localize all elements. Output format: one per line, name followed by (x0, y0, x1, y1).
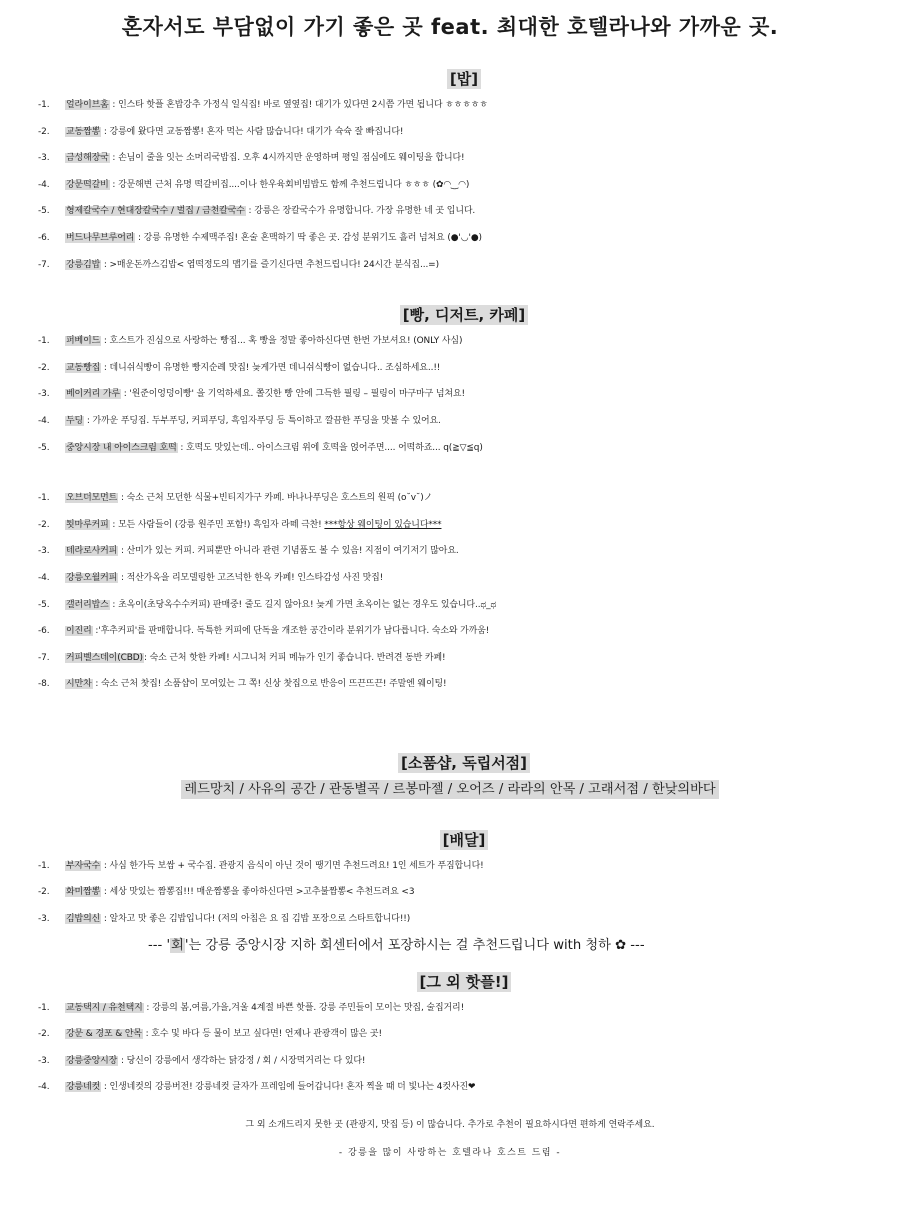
list-item: -2. 교동빵집 : 데니쉬식빵이 유명한 빵지순례 맛집! 늦게가면 데니쉬식빵이 없습니다.. 조심하세요..!! (38, 362, 441, 373)
footer-signature: - 강릉을 많이 사랑하는 호텔라나 호스트 드림 - (338, 1148, 562, 1159)
footer-note: 그 외 소개드리지 못한 곳 (관광지, 맛집 등) 이 많습니다. 추가로 추천이 필요하시다면 편하게 연락주세요. (245, 1120, 655, 1131)
list-item: -7. 강릉김밥 : >매운돈까스김밥< 엽떡정도의 맵기를 즐기신다면 추천드립니다! 24시간 분식집...=) (38, 259, 439, 270)
list-item: -2. 툇마루커피 : 모든 사람들이 (강릉 원주민 포함!) 흑임자 라떼 극찬! ***항상 웨이팅이 있습니다*** (38, 519, 442, 530)
list-item: -1. 부자국수 : 사심 한가득 보쌈 + 국수집. 관광지 음식이 아닌 것이 땡기면 추천드려요! 1인 세트가 푸짐합니다! (38, 860, 484, 871)
list-item: -2. 강문 & 경포 & 안목 : 호수 및 바다 등 물이 보고 싶다면! 언제나 관광객이 많은 곳! (38, 1029, 382, 1040)
section-heading-etc: [그 외 핫플!] (38, 969, 890, 995)
list-item: -3. 금성해장국 : 손님이 줄을 잇는 소머리국밥집. 오후 4시까지만 운영하며 평일 점심에도 웨이팅을 합니다! (38, 153, 465, 164)
place-name: 김밥의신 (66, 914, 101, 925)
list-item: -1. 얼라이브홈 : 인스타 핫플 혼밥강추 가정식 일식집! 바로 옆옆집! 대기가 있다면 2시쯤 가면 됩니다 ㅎㅎㅎㅎㅎ (38, 100, 488, 110)
place-name: 교동택지 / 유천택지 (66, 1002, 143, 1013)
place-name: 얼라이브홈 (66, 100, 109, 110)
place-name: 이진리 (66, 626, 92, 637)
list-item: -3. 김밥의신 : 알차고 맛 좋은 김밥입니다! (저의 아침은 요 집 김밥 포장으로 스타트합니다!!) (38, 914, 411, 925)
list-delivery (38, 853, 890, 933)
list-item: -1. 오브더모먼트 : 숙소 근처 모던한 식물+빈티지가구 카페. 바나나푸딩은 호스트의 원픽 (o˘v˘)ノ (38, 493, 433, 504)
place-name: 테라로사커피 (66, 546, 118, 557)
place-name: 오브더모먼트 (66, 493, 118, 504)
list-cafe (38, 485, 890, 698)
list-item: -5. 중앙시장 내 아이스크림 호떡 : 호떡도 맛있는데.. 아이스크림 위에 호떡을 얹어주면.... 어떡하죠... q(≧▽≦q) (38, 442, 483, 453)
list-item: -1. 교동택지 / 유천택지 : 강릉의 봄,여름,가을,겨울 4계절 바쁜 핫플. 강릉 주민들이 모이는 맛집, 술집거리! (38, 1002, 465, 1013)
list-item: -3. 베이커리 가루 : '원준이엉덩이빵' 을 기억하세요. 쫄깃한 빵 안에 그득한 필링 – 필링이 마구마구 넘쳐요! (38, 389, 465, 400)
place-name: 교동짬뽕 (66, 126, 101, 137)
page-title: 혼자서도 부담없이 가기 좋은 곳 feat. 최대한 호텔라나와 가까운 곳. (121, 15, 779, 39)
list-item: -6. 버드나무브루어리 : 강릉 유명한 수제맥주집! 혼술 혼맥하기 딱 좋은 곳. 감성 분위기도 흘러 넘쳐요 (●'◡'●) (38, 232, 482, 243)
place-name: 시만차 (66, 679, 92, 690)
place-name: 금성해장국 (66, 153, 109, 164)
place-name: 강문 & 경포 & 안목 (66, 1029, 142, 1040)
section-heading-bap: [밥] (38, 66, 890, 92)
list-item: -4. 강문떡갈비 : 강문해변 근처 유명 떡갈비집....이나 한우육회비빔밥도 함께 추천드립니다 ㅎㅎㅎ (✿◠‿◠) (38, 179, 470, 190)
list-item: -3. 강릉중앙시장 : 당신이 강릉에서 생각하는 닭강정 / 회 / 시장먹거리는 다 있다! (38, 1055, 366, 1066)
place-name: 강릉김밥 (66, 259, 101, 270)
place-name: 버드나무브루어리 (66, 232, 135, 243)
delivery-note: --- '회'는 강릉 중앙시장 지하 회센터에서 포장하시는 걸 추천드립니다 with 청하 ✿ --- (148, 937, 645, 953)
list-item: -2. 교동짬뽕 : 강릉에 왔다면 교동짬뽕! 혼자 먹는 사람 많습니다! 대기가 슉슉 잘 빠집니다! (38, 126, 404, 137)
list-etc (38, 995, 890, 1101)
place-name: 화미짬뽕 (66, 887, 101, 898)
place-name: 두딩 (66, 415, 84, 426)
list-item: -7. 커피벨스데이(CBD): 숙소 근처 핫한 카페! 시그니처 커피 메뉴가 인기 좋습니다. 반려견 동반 카페! (38, 652, 446, 663)
place-name: 부자국수 (66, 860, 101, 871)
list-item: -5. 갤러리밥스 : 초옥이(초당옥수수커피) 판매중! 줄도 길지 않아요! 늦게 가면 초옥이는 없는 경우도 있습니다..ಥ_ಥ (38, 599, 497, 610)
place-name: 강문떡갈비 (66, 179, 109, 190)
place-name: 퍼베이드 (66, 336, 101, 347)
list-item: -5. 형제칼국수 / 현대장칼국수 / 벌집 / 금천칼국수 : 강릉은 장칼국수가 유명합니다. 가장 유명한 네 곳 입니다. (38, 206, 476, 217)
place-name: 커피벨스데이(CBD) (66, 652, 143, 663)
list-item: -4. 두딩 : 가까운 푸딩집. 두부푸딩, 커피푸딩, 흑임자푸딩 등 특이하고 깔끔한 푸딩을 맛볼 수 있어요. (38, 415, 441, 426)
place-name: 형제칼국수 / 현대장칼국수 / 벌집 / 금천칼국수 (66, 206, 245, 217)
place-name: 강릉네컷 (66, 1082, 101, 1093)
place-name: 툇마루커피 (66, 519, 109, 530)
list-item: -8. 시만차 : 숙소 근처 찻집! 소품샵이 모여있는 그 쪽! 신상 찻집으로 반응이 뜨끈뜨끈! 주말엔 웨이팅! (38, 679, 447, 690)
place-name: 베이커리 가루 (66, 389, 120, 400)
section-heading-bread: [빵, 디저트, 카페] (38, 302, 890, 328)
shops-line: 레드망치 / 사유의 공간 / 관동별곡 / 르봉마젤 / 오어즈 / 라라의 안목 / 고래서점 / 한낮의바다 (10, 776, 890, 803)
list-item: -1. 퍼베이드 : 호스트가 진심으로 사랑하는 빵집... 혹 빵을 정말 좋아하신다면 한번 가보셔요! (ONLY 사심) (38, 336, 463, 347)
place-name: 갤러리밥스 (66, 599, 109, 610)
place-name: 중앙시장 내 아이스크림 호떡 (66, 442, 177, 453)
place-name: 강릉중앙시장 (66, 1055, 118, 1066)
footer (10, 1111, 890, 1167)
waiting-note: ***항상 웨이팅이 있습니다*** (324, 519, 442, 530)
list-item: -4. 강릉오월커피 : 적산가옥을 리모델링한 고즈넉한 한옥 카페! 인스타감성 사진 맛집! (38, 572, 384, 583)
section-heading-delivery: [배달] (38, 827, 890, 853)
place-name: 교동빵집 (66, 362, 101, 373)
list-bread (38, 328, 890, 461)
list-item: -6. 이진리 :'후추커피'를 판매합니다. 독특한 커피에 단독을 개조한 공간이라 분위기가 남다릅니다. 숙소와 가까움! (38, 626, 490, 637)
place-name: 강릉오월커피 (66, 572, 118, 583)
section-heading-shops: [소품샵, 독립서점] (38, 750, 890, 776)
list-bap (38, 92, 890, 278)
list-item: -4. 강릉네컷 : 인생네컷의 강릉버전! 강릉네컷 글자가 프레임에 들어갑니다! 혼자 찍을 때 더 빛나는 4컷사진❤ (38, 1082, 476, 1093)
list-item: -2. 화미짬뽕 : 세상 맛있는 짬뽕집!!! 매운짬뽕을 좋아하신다면 >고추불짬뽕< 추천드려요 <3 (38, 887, 415, 898)
list-item: -3. 테라로사커피 : 산미가 있는 커피. 커피뿐만 아니라 관련 기념품도 볼 수 있음! 지점이 여기저기 많아요. (38, 546, 459, 557)
